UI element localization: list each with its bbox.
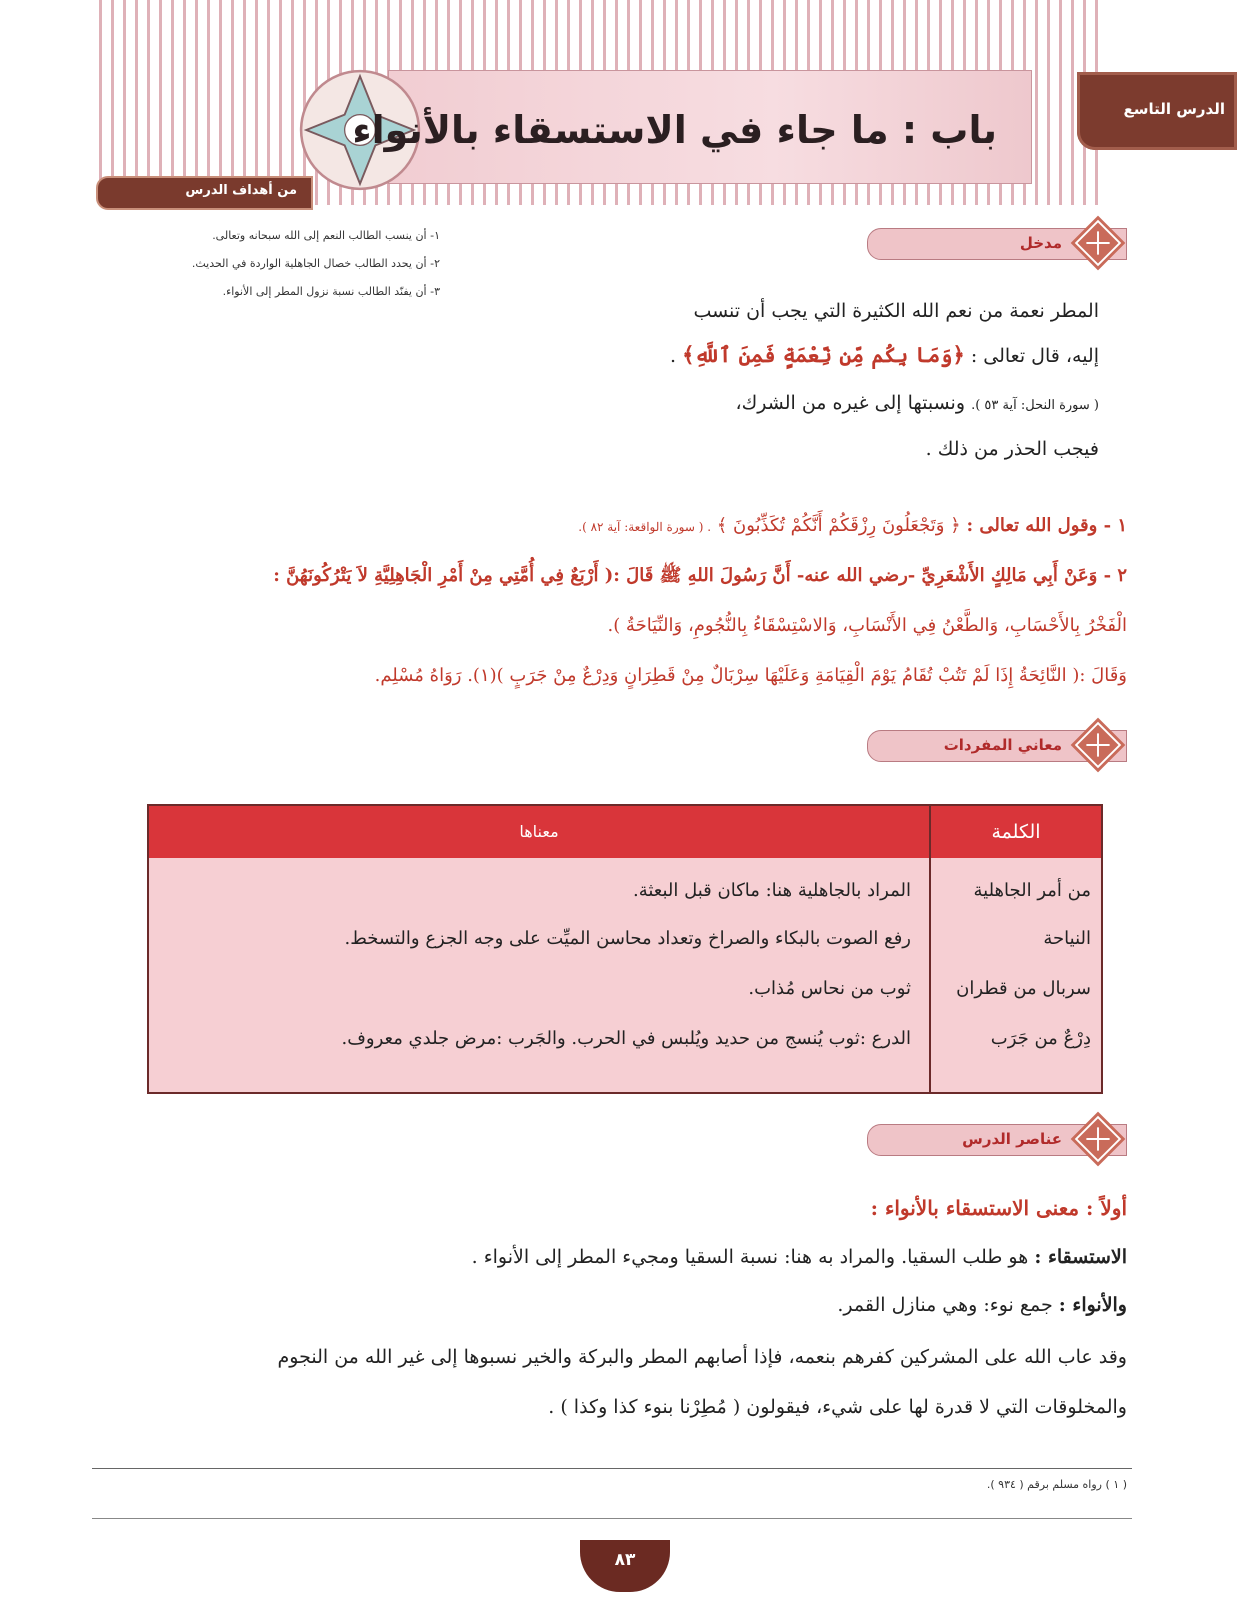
elements-section-header	[827, 1118, 1127, 1158]
table-row	[149, 966, 1101, 1020]
goals-label: من أهداف الدرس	[185, 183, 297, 198]
knot-ornament-icon	[1069, 1110, 1127, 1168]
word-cell: دِرْعٌ من جَرَب	[990, 1028, 1091, 1049]
goal-item: ٣- أن يفنّد الطالب نسبة نزول المطر إلى الأنواء.	[222, 285, 440, 298]
elements-label: عناصر الدرس	[962, 1130, 1062, 1148]
col-word-header: الكلمة	[929, 806, 1101, 858]
meaning-cell: رفع الصوت بالبكاء والصراخ وتعداد محاسن الميِّت على وجه الجزع والتسخط.	[344, 928, 911, 949]
text-1-lead: ١ - وقول الله تعالى :	[966, 515, 1127, 536]
elements-p3: وقد عاب الله على المشركين كفرهم بنعمه، فإذا أصابهم المطر والبركة والخير نسبوها إلى غير الله من النجوم	[277, 1346, 1127, 1368]
table-row	[149, 916, 1101, 970]
table-row	[149, 1016, 1101, 1070]
footnote: ( ١ ) رواه مسلم برقم ( ٩٣٤ ).	[986, 1478, 1127, 1491]
goals-list	[100, 222, 440, 306]
vocab-section-header	[827, 724, 1127, 764]
knot-ornament-icon	[1069, 716, 1127, 774]
intro-line-2-end: .	[670, 345, 677, 367]
intro-line-3	[619, 392, 1099, 414]
meaning-cell: الدرع :ثوب يُنسج من حديد ويُلبس في الحرب. والجَرب :مرض جلدي معروف.	[341, 1028, 911, 1049]
word-cell: النياحة	[1043, 928, 1091, 949]
vocab-label: معاني المفردات	[943, 736, 1062, 754]
elements-p2	[97, 1294, 1127, 1316]
intro-line-2	[619, 342, 1099, 367]
knot-ornament-icon	[1069, 214, 1127, 272]
page-number-tab	[580, 1540, 670, 1592]
word-cell: من أمر الجاهلية	[973, 880, 1091, 901]
elements-p4: والمخلوقات التي لا قدرة لها على شيء، فيقولون ( مُطِرْنا بنوء كذا وكذا ) .	[548, 1396, 1127, 1418]
term-anwa: والأنواء :	[1058, 1294, 1127, 1316]
text-2-line-3: وَقَالَ :( النَّائِحَةُ إِذَا لَمْ تَتُبْ تُقَامُ يَوْمَ الْقِيَامَةِ وَعَلَيْهَا سِرْبَالٌ مِنْ قَطِرَانٍ وَدِرْعٌ مِنْ جَرَبٍ )(١). رَوَاهُ مُسْلِم.	[374, 665, 1127, 686]
elements-p2-text: جمع نوء: وهي منازل القمر.	[837, 1294, 1053, 1316]
lesson-number-label: الدرس التاسع	[1123, 100, 1225, 118]
elements-p1-text: هو طلب السقيا. والمراد به هنا: نسبة السقيا ومجيء المطر إلى الأنواء .	[471, 1246, 1029, 1268]
intro-line-1: المطر نعمة من نعم الله الكثيرة التي يجب أن تنسب	[693, 300, 1099, 322]
footer-rule	[92, 1518, 1132, 1519]
goal-item: ٢- أن يحدد الطالب خصال الجاهلية الواردة في الحديث.	[191, 257, 440, 270]
intro-line-2-lead: إليه، قال تعالى :	[970, 345, 1099, 367]
quran-quote: ﴿وَمَا بِكُم مِّن نِّعْمَةٍ فَمِنَ ٱللَّهِ﴾	[682, 342, 965, 367]
intro-section-header	[827, 222, 1127, 262]
intro-label: مدخل	[1019, 234, 1062, 252]
term-istisqa: الاستسقاء :	[1034, 1246, 1127, 1268]
page-title: باب : ما جاء في الاستسقاء بالأنواء	[352, 108, 997, 152]
vocab-table	[147, 804, 1103, 1094]
footnote-rule	[92, 1468, 1132, 1469]
col-meaning-header: معناها	[519, 822, 559, 841]
intro-line-3-text: ونسبتها إلى غيره من الشرك،	[735, 392, 966, 414]
goal-item: ١- أن ينسب الطالب النعم إلى الله سبحانه وتعالى.	[212, 229, 440, 242]
page-number: ٨٣	[614, 1550, 636, 1570]
intro-line-4: فيجب الحذر من ذلك .	[925, 438, 1099, 460]
meaning-cell: ثوب من نحاس مُذاب.	[748, 978, 911, 999]
table-header	[149, 806, 1101, 858]
goals-header	[96, 176, 313, 210]
elements-p1	[97, 1246, 1127, 1268]
lesson-number-tab	[1077, 72, 1237, 150]
word-cell: سربال من قطران	[956, 978, 1091, 999]
text-2-line-2: الْفَخْرُ بِالأَحْسَابِ، وَالطَّعْنُ فِي الأَنْسَابِ، وَالاسْتِسْقَاءُ بِالنُّجُومِ، وَالنِّيَاحَةُ ).	[607, 615, 1127, 636]
text-2-line-1: ٢ - وَعَنْ أَبِي مَالِكٍ الأَشْعَرِيِّ -رضي الله عنه- أَنَّ رَسُولَ اللهِ ﷺ قَالَ :( أَرْبَعٌ فِي أُمَّتِي مِنْ أَمْرِ الْجَاهِلِيَّةِ لاَ يَتْرُكُونَهُنَّ :	[273, 565, 1127, 586]
text-1-ref: . ( سورة الواقعة: آية ٨٢ ).	[578, 520, 712, 534]
meaning-cell: المراد بالجاهلية هنا: ماكان قبل البعثة.	[632, 880, 911, 901]
surah-reference: ( سورة النحل: آية ٥٣ ).	[971, 398, 1099, 413]
table-row	[149, 868, 1101, 922]
text-1-quote: ﴿ وَتَجْعَلُونَ رِزْقَكُمْ أَنَّكُمْ تُكَذِّبُونَ ﴾	[716, 515, 961, 536]
text-1	[97, 506, 1127, 547]
elements-heading: أولاً : معنى الاستسقاء بالأنواء :	[870, 1196, 1127, 1220]
